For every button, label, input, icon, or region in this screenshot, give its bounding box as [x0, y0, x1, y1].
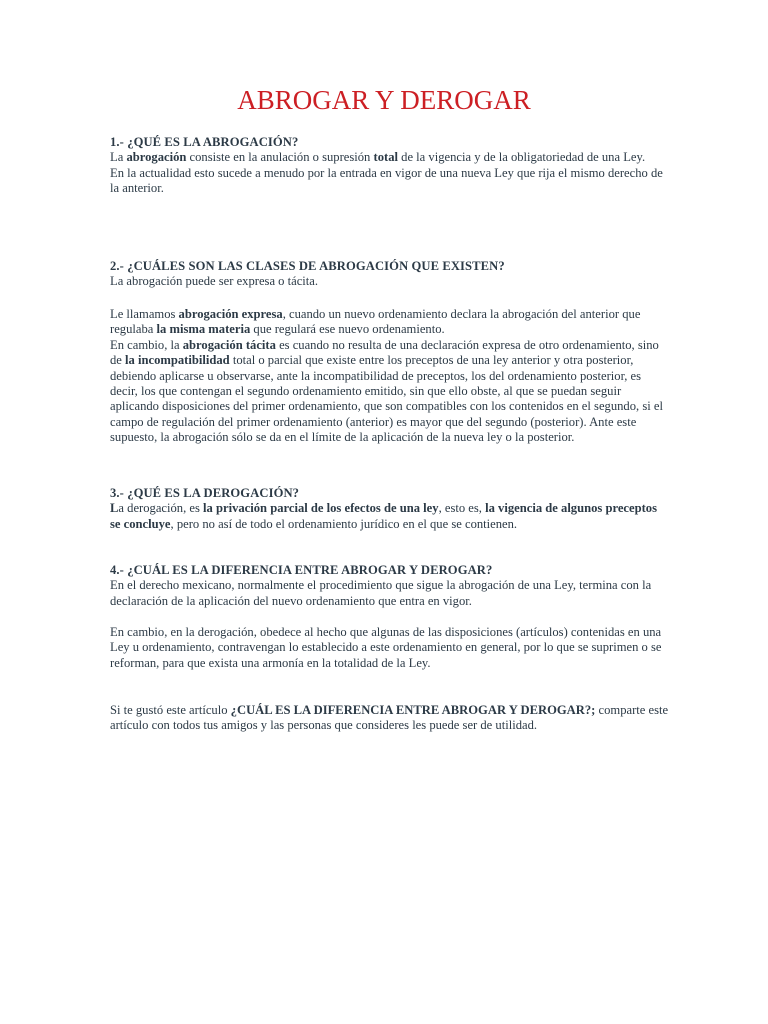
bold-run: abrogación tácita [182, 337, 276, 352]
section-4-body [110, 625, 670, 671]
text-run: consiste en la anulación o supresión [186, 150, 374, 165]
section-2 [110, 259, 670, 290]
section-1-heading: 1.- ¿QUÉ ES LA ABROGACIÓN? [110, 135, 299, 149]
text-run: total o parcial que existe entre los preceptos de una ley anterior y otra posterior, debiendo aplicarse u observarse, ante la incompatibilidad de preceptos, los del ordenamiento posterior, es decir, los que contengan el segundo ordenamiento emitido, sin que ello obste, al que se puedan seguir aplicando disposiciones del primer ordenamiento, que son compatibles con los contenidos en el segundo, si el campo de regulación del primer ordenamiento (anterior) es mayor que del segundo (posterior). Ante este supuesto, la abrogación sólo se da en el límite de la aplicación de la nueva ley o la posterior. [110, 353, 663, 445]
page-title: ABROGAR Y DEROGAR [237, 85, 531, 115]
bold-run: la privación parcial de los efectos de una ley [203, 501, 439, 516]
bold-run: la incompatibilidad [125, 353, 230, 368]
text-run: , cuando un nuevo ordenamiento declara la abrogación del anterior que regulaba [110, 307, 641, 337]
section-4-paragraph-2: En cambio, en la derogación, obedece al hecho que algunas de las disposiciones (artículos) contenidas en una Ley u ordenamiento, contravengan lo establecido a este ordenamiento en general, por lo que se suprimen o se reforman, para que exista una armonía en la totalidad de la Ley. [110, 625, 662, 670]
text-run: , pero no así de todo el ordenamiento jurídico en el que se contienen. [170, 516, 518, 531]
section-2-heading: 2.- ¿CUÁLES SON LAS CLASES DE ABROGACIÓN QUE EXISTEN? [110, 259, 505, 273]
section-4-heading: 4.- ¿CUÁL ES LA DIFERENCIA ENTRE ABROGAR Y DEROGAR? [110, 563, 493, 577]
section-1-paragraph-2: En la actualidad esto sucede a menudo por la entrada en vigor de una nueva Ley que rija el mismo derecho de la anterior. [110, 165, 663, 196]
bold-run: abrogación [126, 150, 187, 165]
text-run: , esto es, [438, 501, 486, 516]
section-2-paragraph-1 [110, 307, 670, 338]
bold-run: la misma materia [156, 322, 251, 337]
bold-run: la vigencia de algunos preceptos se concluye [110, 501, 657, 531]
closing-note [110, 703, 670, 734]
text-run: de la vigencia y de la obligatoriedad de una Ley. [398, 150, 646, 165]
section-3-heading: 3.- ¿QUÉ ES LA DEROGACIÓN? [110, 486, 300, 500]
text-run: Si te gustó este artículo [110, 703, 231, 717]
bold-run: total [373, 150, 398, 165]
section-1-paragraph-1 [110, 150, 670, 165]
text-run: La [110, 150, 127, 165]
section-4-paragraph-1: En el derecho mexicano, normalmente el procedimiento que sigue la abrogación de una Ley, termina con la declaración de la aplicación del nuevo ordenamiento que entra en vigor. [110, 578, 652, 608]
bold-run: L [110, 501, 119, 516]
bold-run: abrogación expresa [178, 307, 283, 321]
section-4 [110, 563, 670, 609]
section-3-paragraph-1 [110, 501, 670, 532]
text-run: es cuando no resulta de una declaración expresa de otro ordenamiento, sino de [110, 337, 659, 368]
section-2-body [110, 307, 670, 446]
text-run: a derogación, es [118, 501, 204, 516]
text-run: Le llamamos [110, 307, 179, 321]
section-1 [110, 135, 670, 197]
section-2-intro: La abrogación puede ser expresa o tácita. [110, 274, 319, 289]
text-run: En cambio, la [110, 337, 183, 352]
text-run: comparte este artículo con todos tus amigos y las personas que consideres les puede ser de utilidad. [110, 703, 669, 733]
text-run: que regulará ese nuevo ordenamiento. [250, 322, 445, 337]
closing-paragraph [110, 703, 670, 734]
bold-run: ¿CUÁL ES LA DIFERENCIA ENTRE ABROGAR Y DEROGAR?; [230, 703, 596, 717]
section-3 [110, 486, 670, 532]
section-2-paragraph-2 [110, 338, 670, 446]
